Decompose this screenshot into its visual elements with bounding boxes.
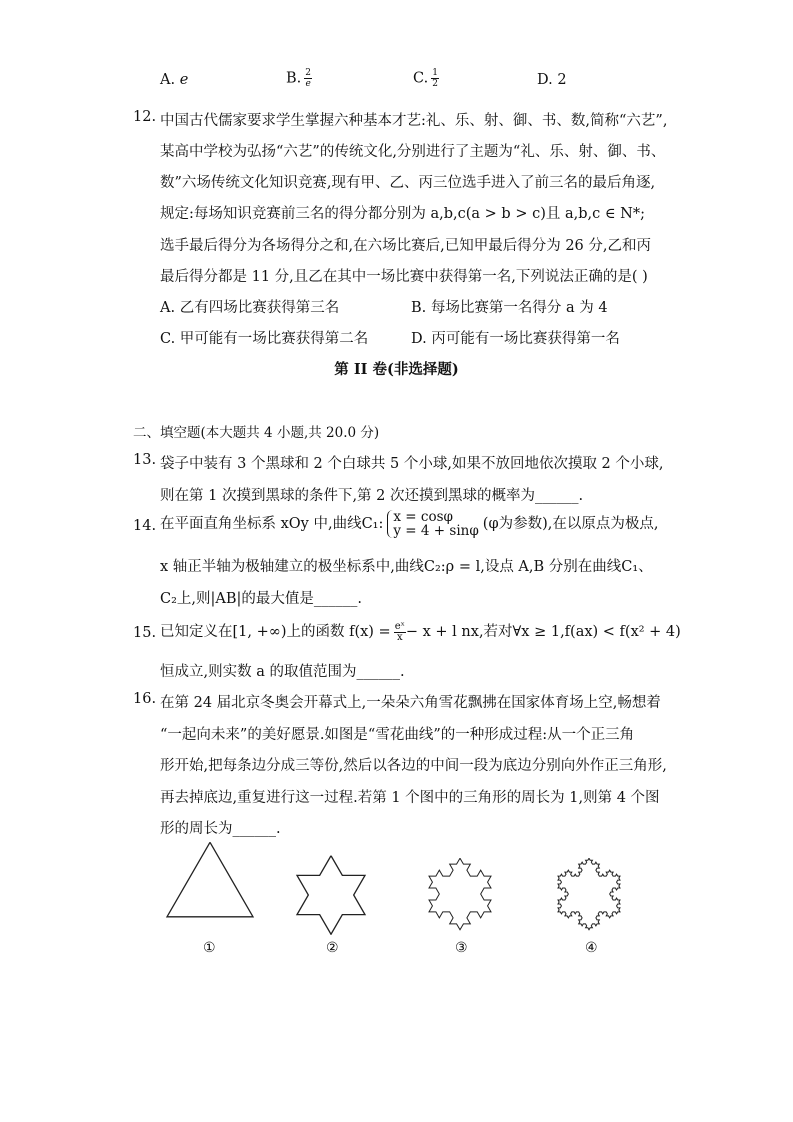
q15-fraction: [394, 622, 406, 643]
q11-option-c: [413, 68, 439, 89]
q15-line: [160, 620, 681, 643]
equation-bottom: y = 4 + sinφ: [393, 523, 479, 539]
q11-option-c-label: C.: [413, 70, 429, 87]
figure-label-3: ③: [455, 940, 468, 956]
q14-line1-post: (φ为参数),在以原点为极点,: [482, 516, 659, 532]
q11-option-d: [537, 72, 567, 88]
q12-option-c: C. 甲可能有一场比赛获得第二名: [160, 331, 369, 347]
q12-option-b: B. 每场比赛第一名得分 a 为 4: [411, 300, 608, 316]
q13-line: 则在第 1 次摸到黑球的条件下,第 2 次还摸到黑球的概率为______.: [160, 488, 584, 504]
frac-numerator: 1: [432, 68, 438, 78]
q15-line: 恒成立,则实数 a 的取值范围为______.: [160, 664, 405, 680]
q12-line: 数”六场传统文化知识竞赛,现有甲、乙、丙三位选手进入了前三名的最后角逐,: [160, 175, 656, 191]
frac-numerator: eˣ: [394, 620, 405, 632]
q16-line: 再去掉底边,重复进行这一过程.若第 1 个图中的三角形的周长为 1,则第 4 个图: [160, 790, 660, 806]
q11-option-a-value: e: [179, 72, 189, 88]
figure-label-1: ①: [203, 940, 216, 956]
koch-stage-3-snowflake: [429, 858, 491, 930]
q16-line: 形开始,把每条边分成三等份,然后以各边的中间一段为底边分别向外作正三角形,: [160, 758, 667, 774]
q11-option-b-fraction: [304, 68, 312, 89]
q16-number: 16.: [133, 691, 157, 707]
q14-line: x 轴正半轴为极轴建立的极坐标系中,曲线C₂:ρ = l,设点 A,B 分别在曲线C₁、: [160, 559, 653, 575]
q14-number: 14.: [133, 518, 157, 534]
koch-stage-2-star: [297, 856, 365, 935]
snowflake-figures: [155, 840, 655, 935]
q14-line1-pre: 在平面直角坐标系 xOy 中,曲线C₁:: [160, 516, 384, 532]
q11-option-b-label: B.: [286, 70, 302, 87]
q14-line: [160, 510, 658, 538]
q11-option-c-fraction: [431, 68, 439, 89]
q16-line: “一起向未来”的美好愿景.如图是“雪花曲线”的一种形成过程:从一个正三角: [160, 727, 635, 743]
frac-denominator: 2: [432, 79, 438, 89]
figure-label-2: ②: [326, 940, 339, 956]
q12-option-a: A. 乙有四场比赛获得第三名: [160, 300, 340, 316]
q12-option-d: D. 丙可能有一场比赛获得第一名: [411, 331, 620, 347]
q16-line: 在第 24 届北京冬奥会开幕式上,一朵朵六角雪花飘拂在国家体育场上空,畅想着: [160, 695, 661, 711]
figure-label-4: ④: [585, 940, 598, 956]
q14-equation-system: [387, 510, 478, 538]
q11-option-a: [160, 72, 188, 88]
frac-denominator: e: [305, 79, 311, 89]
q12-line: 某高中学校为弘扬“六艺”的传统文化,分别进行了主题为“礼、乐、射、御、书、: [160, 144, 666, 160]
q13-line: 袋子中装有 3 个黑球和 2 个白球共 5 个小球,如果不放回地依次摸取 2 个小球,: [160, 456, 664, 472]
q15-line1-pre: 已知定义在[1, +∞)上的函数 f(x) =: [160, 624, 391, 640]
q12-line: 中国古代儒家要求学生掌握六种基本才艺:礼、乐、射、御、书、数,简称“六艺”,: [160, 113, 668, 129]
q12-line: 规定:每场知识竞赛前三名的得分都分别为 a,b,c(a > b > c)且 a,b,c ∈ N*;: [160, 206, 646, 222]
q11-option-b: [286, 68, 312, 89]
frac-denominator: x: [396, 631, 403, 643]
q13-number: 13.: [133, 452, 157, 468]
section-title: 二、填空题(本大题共 4 小题,共 20.0 分): [133, 425, 380, 441]
q11-option-d-label: D.: [537, 72, 553, 88]
q15-number: 15.: [133, 625, 157, 641]
q12-line: 最后得分都是 11 分,且乙在其中一场比赛中获得第一名,下列说法正确的是( ): [160, 269, 648, 285]
part-title: 第 II 卷(非选择题): [334, 361, 459, 378]
koch-stage-4-snowflake: [558, 858, 620, 930]
q12-number: 12.: [133, 109, 157, 125]
q11-option-a-label: A.: [160, 72, 176, 88]
q12-line: 选手最后得分为各场得分之和,在六场比赛后,已知甲最后得分为 26 分,乙和丙: [160, 238, 651, 254]
equation-top: x = cosφ: [393, 509, 453, 525]
q16-line: 形的周长为______.: [160, 821, 281, 837]
frac-numerator: 2: [305, 68, 311, 78]
koch-stage-1-triangle: [167, 842, 253, 916]
q14-line: C₂上,则|AB|的最大值是______.: [160, 591, 363, 607]
q11-option-d-value: 2: [557, 72, 567, 88]
q15-line1-post: − x + l nx,若对∀x ≥ 1,f(ax) < f(x² + 4): [405, 624, 681, 640]
